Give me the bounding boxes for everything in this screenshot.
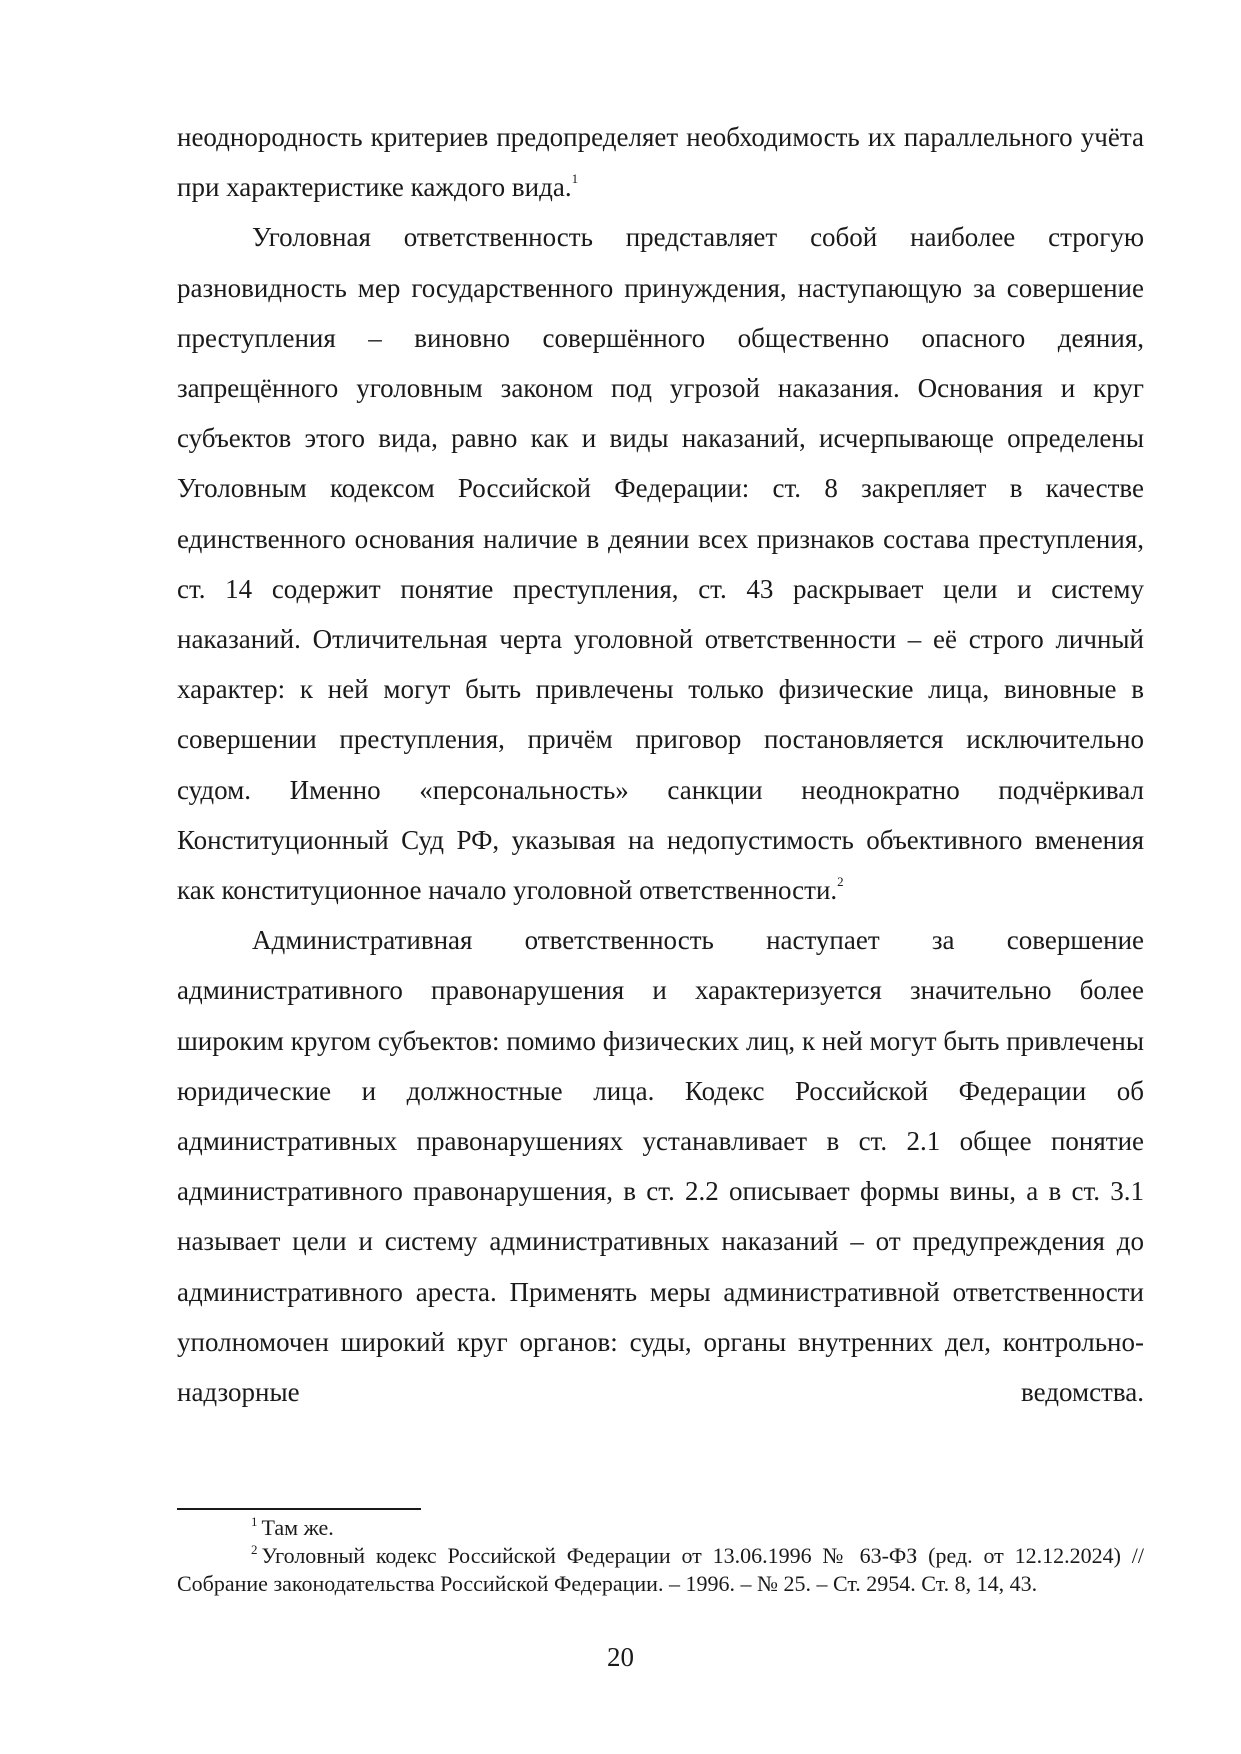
- paragraph-text: Уголовная ответственность представляет собой наиболее строгую разновидность мер государственного принуждения, наступающую за совершение преступления – виновно совершённого общественно опасного деяния, запрещённого уголовным законом под угрозой наказания. Основания и круг субъектов этого вида, равно как и виды наказаний, исчерпывающе определены Уголовным кодексом Российской Федерации: ст. 8 закрепляет в качестве единственного основания наличие в деянии всех признаков состава преступления, ст. 14 содержит понятие преступления, ст. 43 раскрывает цели и систему наказаний. Отличительная черта уголовной ответственности – её строго личный характер: к ней могут быть привлечены только физические лица, виновные в совершении преступления, причём приговор постановляется исключительно судом. Именно «персональность» санкции неоднократно подчёркивал Конституционный Суд РФ, указывая на недопустимость объективного вменения как конституционное начало уголовной ответственности.: [177, 222, 1144, 906]
- paragraph-criminal-liability: [177, 212, 1144, 915]
- footnotes: [177, 1514, 1144, 1598]
- footnote-reference: 2: [837, 874, 844, 890]
- paragraph-text: неоднородность критериев предопределяет необходимость их параллельного учёта при характеристике каждого вида.: [177, 122, 1144, 203]
- footnote-text: Уголовный кодекс Российской Федерации от 13.06.1996 № 63-ФЗ (ред. от 12.12.2024) // Собрание законодательства Российской Федерации. – 1996. – № 25. – Ст. 2954. Ст. 8, 14, 43.: [177, 1543, 1144, 1596]
- footnote-text: Там же.: [261, 1515, 334, 1540]
- page-number: 20: [607, 1642, 634, 1672]
- footnote-number: 1: [251, 1514, 258, 1529]
- footnote-separator: [177, 1508, 421, 1510]
- footnote-reference: 1: [571, 171, 579, 187]
- body-text: [177, 112, 1144, 1417]
- paragraph-continuation: [177, 112, 1144, 212]
- footnote-number: 2: [251, 1542, 258, 1557]
- paragraph-administrative-liability: Административная ответственность наступает за совершение административного правонарушения и характеризуется значительно более широким кругом субъектов: помимо физических лиц, к ней могут быть привлечены юридические и должностные лица. Кодекс Российской Федерации об административных правонарушениях устанавливает в ст. 2.1 общее понятие административного правонарушения, в ст. 2.2 описывает формы вины, а в ст. 3.1 называет цели и систему административных наказаний – от предупреждения до административного ареста. Применять меры административной ответственности уполномочен широкий круг органов: суды, органы внутренних дел, контрольно-надзорные ведомства.: [177, 925, 1144, 1408]
- footnote: [177, 1542, 1144, 1598]
- footnote: [177, 1514, 1144, 1542]
